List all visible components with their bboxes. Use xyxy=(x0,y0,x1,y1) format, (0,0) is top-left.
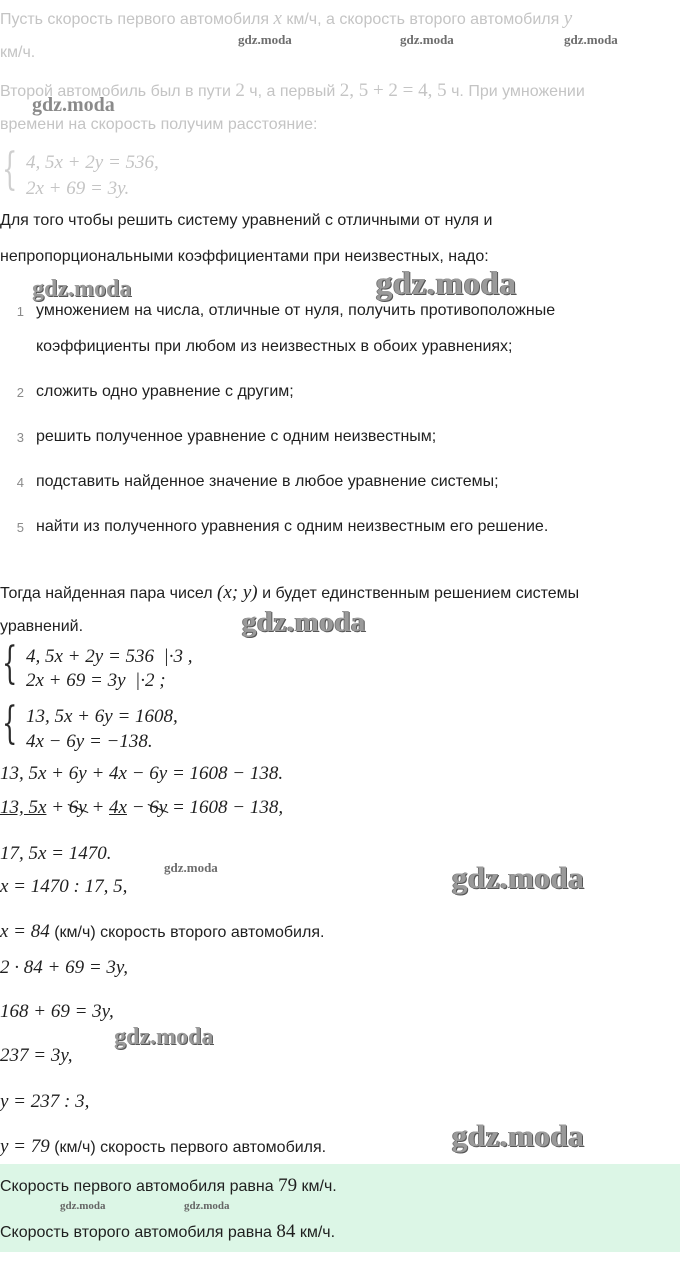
intro-text: км/ч, а скорость второго автомобиля xyxy=(281,11,564,28)
intro-text: ч, а первый xyxy=(244,83,340,100)
watermark: gdz.moda xyxy=(164,860,218,875)
conclusion-line-2: уравнений. xyxy=(0,618,84,635)
step-number: 3 xyxy=(16,430,24,445)
watermark: gdz.moda xyxy=(452,860,585,895)
y-value: y = 79 xyxy=(0,1136,50,1157)
watermark: gdz.moda xyxy=(32,276,132,302)
answer-unit: км/ч. xyxy=(295,1224,336,1241)
rule-line-1: Для того чтобы решить систему уравнений с отличными от нуля и xyxy=(0,212,493,229)
intro-line-4: времени на скорость получим расстояние: xyxy=(0,116,318,133)
intro-math: 2, 5 + 2 = 4, 5 xyxy=(339,80,447,101)
solution-step: 168 + 69 = 3y, xyxy=(0,1001,114,1022)
step-number: 2 xyxy=(16,385,24,400)
step-5: найти из полученного уравнения с одним неизвестным его решение. xyxy=(36,518,549,535)
system2-eq2 xyxy=(26,670,166,692)
x-value: x = 84 xyxy=(0,921,50,942)
watermark: gdz.moda xyxy=(114,1024,214,1050)
equation: 4, 5x + 2y = 536 xyxy=(26,646,155,667)
watermark: gdz.moda xyxy=(60,1200,106,1212)
var-y: y xyxy=(563,8,573,29)
watermark: gdz.moda xyxy=(376,266,517,302)
answer-line-1 xyxy=(0,1175,337,1197)
underlined-term: 13, 5x xyxy=(0,797,47,818)
rule-line-2: непропорциональными коэффициентами при неизвестных, надо: xyxy=(0,248,489,265)
solution-step: 2 · 84 + 69 = 3y, xyxy=(0,957,129,978)
watermark: gdz.moda xyxy=(238,32,292,47)
underlined-term: 4x xyxy=(109,797,127,818)
cancelled-term: 6y xyxy=(68,797,87,818)
intro-line-1 xyxy=(0,8,572,30)
cancelled-term: 6y xyxy=(149,797,168,818)
pair-xy: (x; y) xyxy=(217,582,258,603)
system3-eq1: 13, 5x + 6y = 1608, xyxy=(26,706,178,727)
intro-line-2: км/ч. xyxy=(0,44,36,61)
solution-step: 13, 5x + 6y + 4x − 6y = 1608 − 138. xyxy=(0,763,284,784)
var-x: x xyxy=(273,8,282,29)
system-brace: { xyxy=(2,144,18,195)
watermark: gdz.moda xyxy=(452,1118,585,1153)
x-label: (км/ч) скорость второго автомобиля. xyxy=(49,924,325,941)
solution-step-x xyxy=(0,921,324,943)
equation: 2x + 69 = 3y xyxy=(26,670,126,691)
solution-step-y xyxy=(0,1136,326,1158)
y-label: (км/ч) скорость первого автомобиля. xyxy=(49,1139,327,1156)
answer-text: Скорость первого автомобиля равна xyxy=(0,1178,279,1195)
watermark: gdz.moda xyxy=(400,32,454,47)
watermark: gdz.moda xyxy=(32,94,115,116)
intro-math: 2 xyxy=(235,80,245,101)
watermark: gdz.moda xyxy=(184,1200,230,1212)
intro-text: Второй автомобиль был в пути xyxy=(0,83,236,100)
answer-value: 79 xyxy=(278,1175,298,1196)
watermark: gdz.moda xyxy=(242,606,367,638)
system-brace: { xyxy=(2,698,18,749)
step-2: сложить одно уравнение с другим; xyxy=(36,383,294,400)
conclusion-text: Тогда найденная пара чисел xyxy=(0,585,218,602)
answer-text: Скорость второго автомобиля равна xyxy=(0,1224,277,1241)
system3-eq2: 4x − 6y = −138. xyxy=(26,731,153,752)
intro-text: ч. При умножении xyxy=(446,83,585,100)
operator: + xyxy=(86,797,110,818)
multiplier: |·3 , xyxy=(163,646,193,667)
solution-step: 237 = 3y, xyxy=(0,1045,73,1066)
answer-unit: км/ч. xyxy=(297,1178,337,1195)
conclusion-text: и будет единственным решением системы xyxy=(257,585,580,602)
system-brace: { xyxy=(2,638,18,689)
step-1-line-1: умножением на числа, отличные от нуля, получить противоположные xyxy=(36,302,556,319)
solution-step: y = 237 : 3, xyxy=(0,1091,90,1112)
answer-line-2 xyxy=(0,1221,335,1243)
solution-step-cancel xyxy=(0,797,283,819)
step-1-line-2: коэффициенты при любом из неизвестных в обоих уравнениях; xyxy=(36,338,513,355)
step-number: 1 xyxy=(16,304,24,319)
operator: + xyxy=(46,797,69,818)
equation-rest: = 1608 − 138, xyxy=(167,797,284,818)
system1-eq1: 4, 5x + 2y = 536, xyxy=(26,152,159,173)
answer-value: 84 xyxy=(276,1221,296,1242)
solution-step: x = 1470 : 17, 5, xyxy=(0,876,128,897)
operator: − xyxy=(126,797,150,818)
conclusion-line-1 xyxy=(0,582,579,604)
intro-text: Пусть скорость первого автомобиля xyxy=(0,11,274,28)
step-3: решить полученное уравнение с одним неизвестным; xyxy=(36,428,437,445)
watermark: gdz.moda xyxy=(564,32,618,47)
system2-eq1 xyxy=(26,646,193,668)
multiplier: |·2 ; xyxy=(135,670,166,691)
step-4: подставить найденное значение в любое уравнение системы; xyxy=(36,473,499,490)
system1-eq2: 2x + 69 = 3y. xyxy=(26,178,130,199)
step-number: 4 xyxy=(16,475,24,490)
step-number: 5 xyxy=(16,520,24,535)
solution-step: 17, 5x = 1470. xyxy=(0,843,112,864)
